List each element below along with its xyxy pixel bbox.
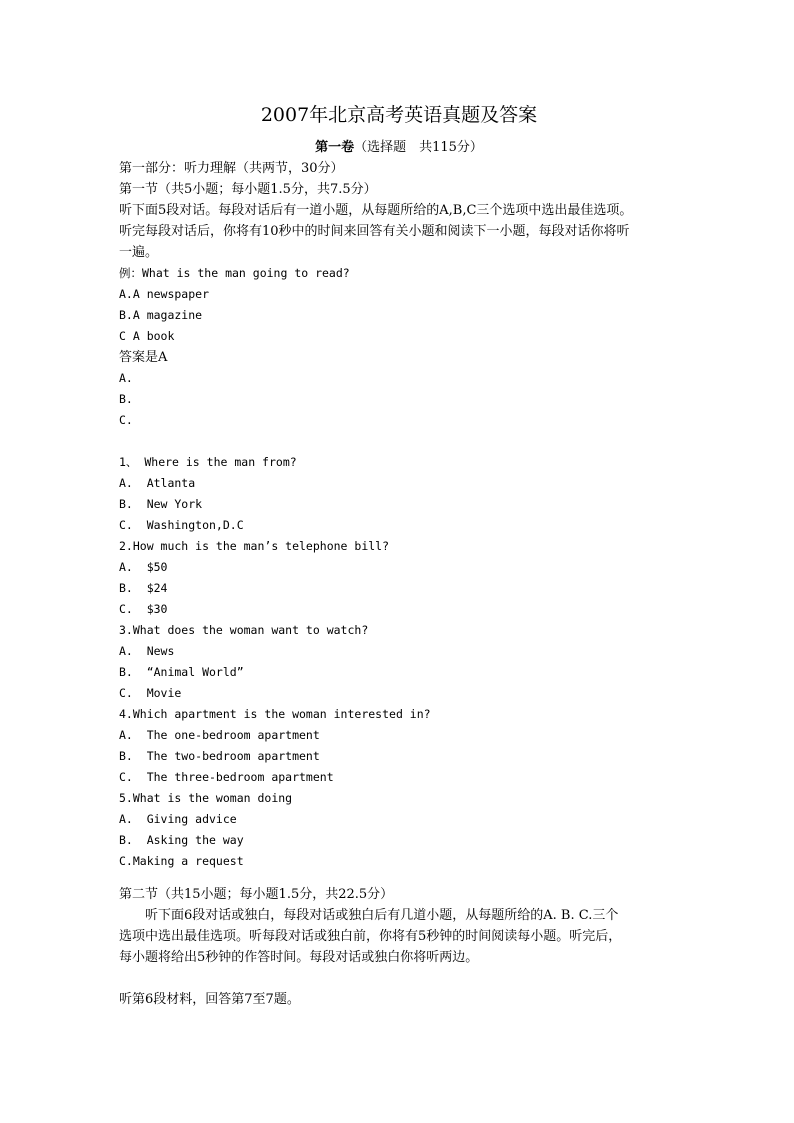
question-2 bbox=[119, 536, 679, 620]
instruction-line: 一遍。 bbox=[119, 245, 159, 260]
option: A. The one-bedroom apartment bbox=[119, 728, 320, 742]
question-5 bbox=[119, 788, 679, 872]
example-option: A.A newspaper bbox=[119, 287, 210, 301]
section-2-heading: 第二节（共15小题；每小题1.5分，共22.5分） bbox=[119, 887, 394, 902]
option: C. The three-bedroom apartment bbox=[119, 770, 334, 784]
option: C. Washington,D.C bbox=[119, 518, 244, 532]
option: A. Atlanta bbox=[119, 476, 196, 490]
section-1-heading: 第一节（共5小题；每小题1.5分，共7.5分） bbox=[119, 182, 377, 197]
option: B. $24 bbox=[119, 581, 168, 595]
example-option: B.A magazine bbox=[119, 308, 203, 322]
option: C. Movie bbox=[119, 686, 182, 700]
instruction-line: 听下面5段对话。每段对话后有一道小题，从每题所给的A,B,C三个选项中选出最佳选项。 bbox=[119, 203, 633, 218]
question-text: 4.Which apartment is the woman interested in? bbox=[119, 707, 431, 721]
option: B. The two-bedroom apartment bbox=[119, 749, 320, 763]
option: A. News bbox=[119, 644, 175, 658]
example-answer: 答案是A bbox=[119, 350, 168, 365]
example-option: C A book bbox=[119, 329, 175, 343]
option: B. New York bbox=[119, 497, 203, 511]
question-text: 3.What does the woman want to watch? bbox=[119, 623, 369, 637]
spacer bbox=[119, 431, 679, 452]
question-1 bbox=[119, 452, 679, 536]
instruction-line: 听下面6段对话或独白，每段对话或独白后有几道小题，从每题所给的A. B. C.三个 bbox=[145, 908, 619, 923]
material-heading: 听第6段材料，回答第7至7题。 bbox=[119, 992, 300, 1007]
paper-subtitle bbox=[119, 138, 679, 158]
page-title: 2007年北京高考英语真题及答案 bbox=[260, 104, 538, 126]
option: A. Giving advice bbox=[119, 812, 237, 826]
spacer bbox=[119, 872, 679, 884]
question-text: 1、 Where is the man from? bbox=[119, 455, 297, 469]
question-4 bbox=[119, 704, 679, 788]
question-text: 5.What is the woman doing bbox=[119, 791, 293, 805]
blank-option: B. bbox=[119, 392, 133, 406]
part-heading: 第一部分：听力理解（共两节，30分） bbox=[119, 161, 344, 176]
subtitle-rest: （选择题 共115分） bbox=[354, 140, 483, 155]
option: C. $30 bbox=[119, 602, 168, 616]
option: B. Asking the way bbox=[119, 833, 244, 847]
option: B. “Animal World” bbox=[119, 665, 244, 679]
question-3 bbox=[119, 620, 679, 704]
blank-option: A. bbox=[119, 371, 133, 385]
example-question: 例：What is the man going to read? bbox=[119, 266, 350, 280]
question-text: 2.How much is the man’s telephone bill? bbox=[119, 539, 390, 553]
spacer bbox=[119, 968, 679, 989]
option: C.Making a request bbox=[119, 854, 244, 868]
instruction-line: 每小题将给出5秒钟的作答时间。每段对话或独白你将听两边。 bbox=[119, 950, 479, 965]
option: A. $50 bbox=[119, 560, 168, 574]
blank-option: C. bbox=[119, 413, 133, 427]
subtitle-bold: 第一卷 bbox=[315, 140, 355, 155]
instruction-line: 选项中选出最佳选项。听每段对话或独白前，你将有5秒钟的时间阅读每小题。听完后， bbox=[119, 929, 622, 944]
document-page bbox=[119, 102, 679, 1010]
instruction-line: 听完每段对话后，你将有10秒中的时间来回答有关小题和阅读下一小题，每段对话你将听 bbox=[119, 224, 630, 239]
